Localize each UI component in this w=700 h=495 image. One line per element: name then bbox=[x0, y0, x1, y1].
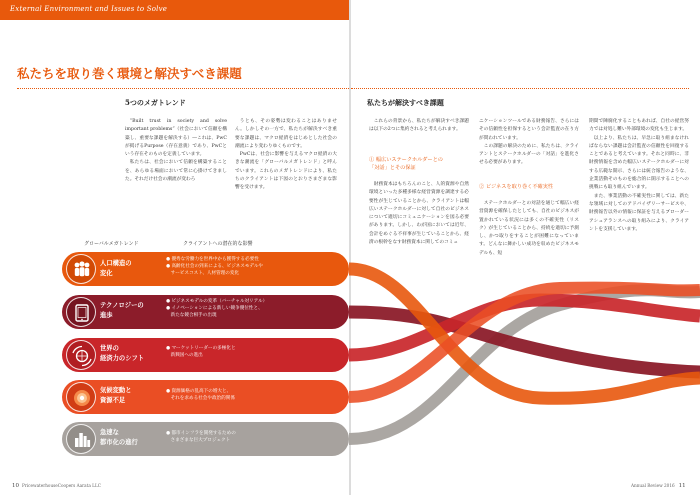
subheading-dialogue: ① 幅広いステークホルダーとの 「対話」とその保証 bbox=[369, 157, 443, 171]
trend-title-urbanization: 急速な 都市化の進行 bbox=[100, 429, 138, 446]
trend-bullets-technology: ● ビジネスモデルの変革（バーチャル対リアル） ● イノベーションによる新しい競争優位性と、 新たな競合相手の出現 bbox=[166, 299, 268, 318]
footer-publication: Annual Review 2016 bbox=[631, 483, 675, 488]
page-number-right: 11 bbox=[678, 483, 686, 489]
issues-heading: 私たちが解決すべき課題 bbox=[367, 98, 444, 107]
right-col2-body: ステークホルダーとの対話を通じて幅広い経営資源を確保したとしても、自社のビジネスが置かれている状況には多くの不確実性（リスク）が生じていることから、持続を適切に予測し、かつ取りをすることが困難になっています。どんなに舞かしい成功を収めたビジネスモデルも、短 bbox=[479, 201, 579, 256]
footer-company: PricewaterhouseCoopers Aarata LLC bbox=[22, 483, 101, 488]
trend-title-economic-shift: 世界の 経済力のシフト bbox=[100, 345, 145, 362]
trend-bullets-urbanization: ● 都市インフラを開発するための さまざまな巨大プロジェクト bbox=[166, 431, 236, 443]
section-label: External Environment and Issues to Solve bbox=[10, 5, 168, 13]
trend-title-demographic: 人口構造の 変化 bbox=[100, 260, 132, 277]
trend-bullets-climate: ● 資源価格の乱高下の増大と、 それを求める社会や政治的関係 bbox=[166, 389, 235, 401]
paragraph: 私たちは、社会において信頼を構築することを、あらゆる場面において常に心掛けてきました。それだけ社会の潮流が変わろ bbox=[125, 160, 227, 183]
megatrends-heading: 5つのメガトレンド bbox=[125, 98, 186, 107]
trend-bullets-economic-shift: ● マーケットリーダーの多極化と 新興国への進出 bbox=[166, 346, 236, 358]
column-label-trends: グローバルメガトレンド bbox=[84, 241, 139, 247]
right-col3: 期間で陳腐化することもあれば、自社の経営努力では対処し難い外部環境の変化も生じます。 以上より、私たちは、早急に取り組まなければならない課題は会計監査の信頼性を回復することであると考えています。それと同時に、非財務情報を含めた幅広いステークホルダーに対する広範な開示、さらには統合報告のような、企業活動そのものを総合的に開示することへの挑戦にも取り組んでいます。 また、事業活動の不確実性に関しては、新たな領域に対してのアドバイザリーサービスや、財務報告以外の情報に保証を与えるブローダーアシュアランスへの取り組みにより、クライアントを支援しています。 bbox=[589, 119, 689, 232]
page-title: 私たちを取り巻く環境と解決すべき課題 bbox=[17, 66, 242, 81]
trend-bullets-demographic: ● 優秀な労働力を世界中から獲得する必要性 ● 高齢化社会の到来による、ビジネスモデルや サービスコスト、人材管理の変化 bbox=[166, 257, 263, 276]
page-number-left: 10 bbox=[12, 483, 19, 489]
paragraph: PwCは、社会に影響を与えるマクロ経済の大きな潮流を「グローバルメガトレンド」と呼んでいます。これらのメガトレンドにより、私たちのクライアントは下図のとおりさまざまな影響を受けます。 bbox=[235, 152, 337, 191]
trend-title-technology: テクノロジーの 進歩 bbox=[100, 302, 144, 319]
right-col2-top: ニケーションツールである財務報告、さらにはその信頼性を担保するという会計監査の在り方が問われています。 この課題の解決のために、私たちは、クライアントとステークホルダーの「対話」を進化させる必要があります。 bbox=[479, 119, 579, 166]
column-label-impacts: クライアントへの潜在的な影響 bbox=[183, 241, 253, 247]
right-col1-body: 財務資本はもちろんのこと、人的資源や自然環境といった多種多様な経営資源を調達する必要性が生じていることから、クライアントは幅広いステークホルダーに対して自社のビジネスについて適切にコミュニケーションを図る必要があります。しかし、わが国においては近年、会計をめぐる不祥事が生じていることから、経済の根幹をなす財務資本に関してのコミュ bbox=[369, 182, 469, 246]
paragraph: “Built trust in society and solve important problems”（社会において信頼を構築し、重要な課題を解決する）―これは、PwCが掲げるPurpose（存在意義）であり、PwCという存在そのものを定義しています。 bbox=[125, 119, 227, 158]
trend-title-climate: 気候変動と 資源不足 bbox=[100, 387, 132, 404]
subheading-uncertainty: ② ビジネスを取り巻く不確実性 bbox=[479, 184, 554, 190]
right-col1-intro: これらの背景から、私たちが解決すべき課題は以下の2つに集約されると考えられます。 bbox=[369, 119, 469, 133]
paragraph: うとも、その姿勢は変わることはありません。しかしその一方で、私たちが解決すべき重要な課題は、マクロ経済をはじめとした社会の潮流により変わりゆくものです。 bbox=[235, 119, 337, 149]
